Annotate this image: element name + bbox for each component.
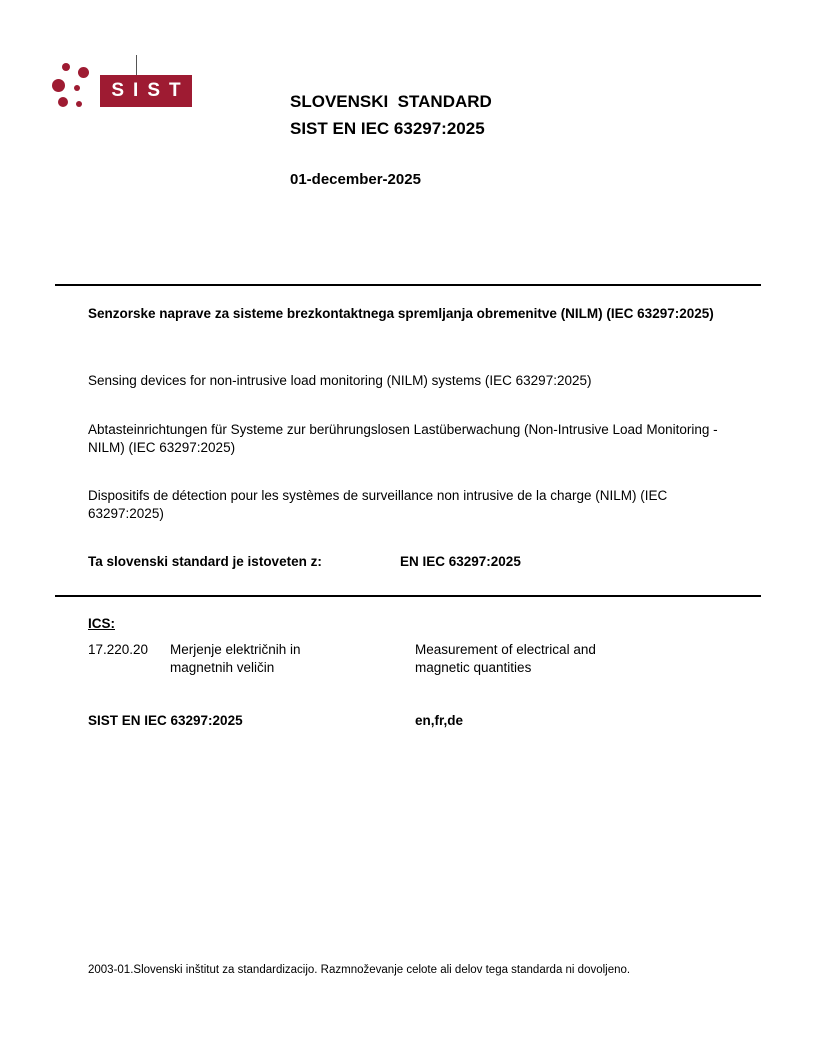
logo-dot bbox=[74, 85, 80, 91]
header-standard-kind: SLOVENSKI STANDARD bbox=[290, 92, 492, 111]
logo-pole-line bbox=[136, 55, 137, 77]
ics-description-en: Measurement of electrical and magnetic quantities bbox=[415, 642, 596, 675]
header-standard-number: SIST EN IEC 63297:2025 bbox=[290, 119, 485, 138]
logo-dot bbox=[62, 63, 70, 71]
sist-logo bbox=[50, 55, 200, 115]
logo-dot bbox=[76, 101, 82, 107]
logo-dot bbox=[52, 79, 65, 92]
publication-date: 01-december-2025 bbox=[290, 171, 421, 188]
logo-dot bbox=[78, 67, 89, 78]
reference-label: SIST EN IEC 63297:2025 bbox=[88, 713, 243, 728]
ics-code: 17.220.20 bbox=[88, 642, 149, 657]
ics-description-sl: Merjenje električnih in magnetnih veličin bbox=[170, 642, 301, 675]
reference-languages: en,fr,de bbox=[415, 713, 464, 728]
logo-dot bbox=[58, 97, 68, 107]
equivalence-label: Ta slovenski standard je istoveten z: bbox=[88, 554, 322, 569]
equivalence-value: EN IEC 63297:2025 bbox=[400, 554, 521, 569]
divider-bottom bbox=[55, 595, 761, 597]
title-english: Sensing devices for non-intrusive load monitoring (NILM) systems (IEC 63297:2025) bbox=[88, 373, 592, 388]
title-french: Dispositifs de détection pour les systèmes de surveillance non intrusive de la charge (NILM) (IEC 63297:2025) bbox=[88, 488, 668, 521]
divider-top bbox=[55, 284, 761, 286]
sist-logo-wordmark: SIST bbox=[100, 75, 192, 107]
title-slovene: Senzorske naprave za sisteme brezkontaktnega spremljanja obremenitve (NILM) (IEC 63297:2025) bbox=[88, 306, 714, 321]
document-header bbox=[290, 92, 492, 188]
reference-row bbox=[88, 712, 738, 730]
title-german: Abtasteinrichtungen für Systeme zur berührungslosen Lastüberwachung (Non-Intrusive Load Monitoring - NILM) (IEC 63297:2025) bbox=[88, 422, 718, 455]
copyright-notice: 2003-01.Slovenski inštitut za standardizacijo. Razmnoževanje celote ali delov tega standarda ni dovoljeno. bbox=[88, 964, 631, 976]
equivalence-row bbox=[88, 553, 738, 571]
ics-heading: ICS: bbox=[88, 616, 115, 631]
